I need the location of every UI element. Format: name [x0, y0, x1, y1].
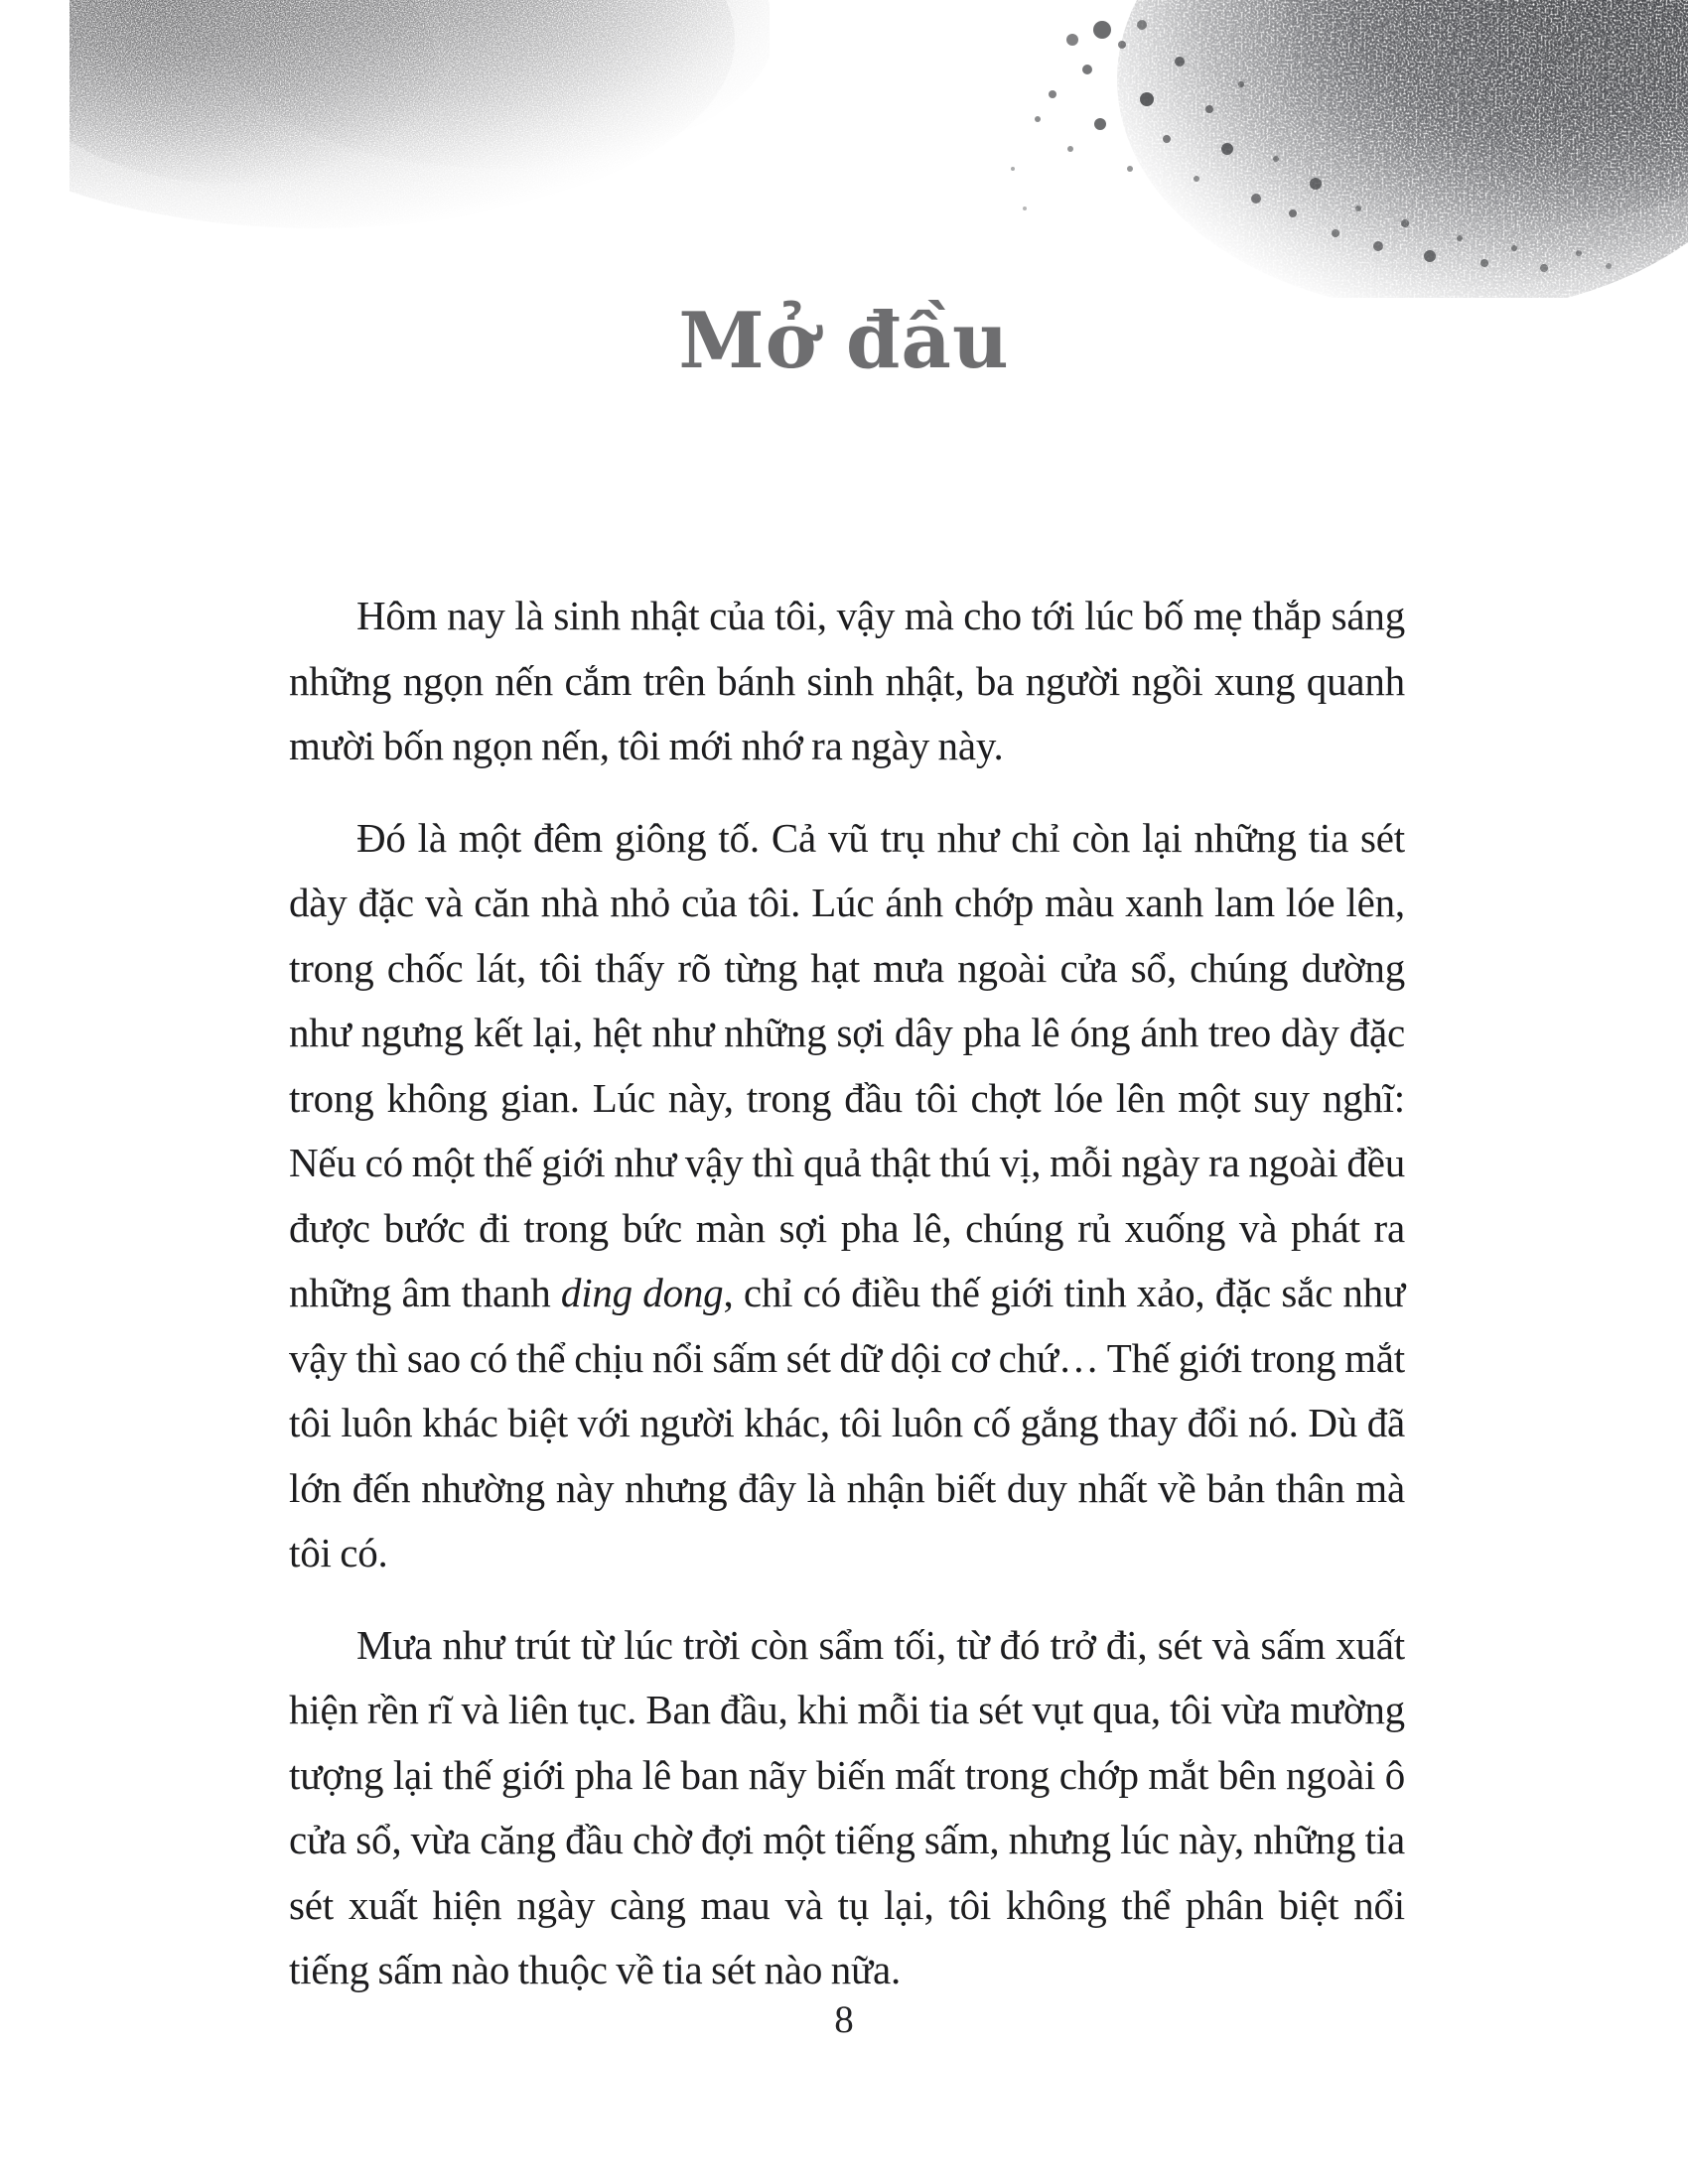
chapter-title: Mở đầu: [678, 296, 1010, 386]
paragraph: [289, 584, 1405, 779]
text-segment: , chỉ có điều thế giới tinh xảo, đặc sắc như vậy thì sao có thể chịu nổi sấm sét dữ dội cơ chứ… Thế giới trong mắt tôi luôn khác biệt với người khác, tôi luôn cố gắng thay đổi nó. Dù đã lớn đến nhường này nhưng đây là nhận biết duy nhất về bản thân mà tôi có.: [289, 1270, 1406, 1575]
ink-splatter-right: [983, 0, 1688, 298]
text-segment: Hôm nay là sinh nhật của tôi, vậy mà cho tới lúc bố mẹ thắp sáng những ngọn nến cắm trên bánh sinh nhật, ba người ngồi xung quanh mười bốn ngọn nến, tôi mới nhớ ra ngày này.: [289, 593, 1405, 768]
body-text: [289, 584, 1405, 2003]
paragraph: [289, 1613, 1405, 2003]
italic-text-segment: ding dong: [560, 1270, 724, 1315]
splatter-dots: [1011, 20, 1612, 272]
text-segment: Đó là một đêm giông tố. Cả vũ trụ như chỉ còn lại những tia sét dày đặc và căn nhà nhỏ của tôi. Lúc ánh chớp màu xanh lam lóe lên, trong chốc lát, tôi thấy rõ từng hạt mưa ngoài cửa sổ, chúng dường như ngưng kết lại, hệt như những sợi dây pha lê óng ánh treo dày đặc trong không gian. Lúc này, trong đầu tôi chợt lóe lên một suy nghĩ: Nếu có một thế giới như vậy thì quả thật thú vị, mỗi ngày ra ngoài đều được bước đi trong bức màn sợi pha lê, chúng rủ xuống và phát ra những âm thanh: [289, 814, 1405, 1315]
smoke-texture-left: [70, 0, 770, 238]
ink-cloud: [1117, 0, 1688, 298]
page-number: 8: [834, 1998, 854, 2041]
paragraph: [289, 806, 1405, 1586]
text-segment: Mưa như trút từ lúc trời còn sẩm tối, từ đó trở đi, sét và sấm xuất hiện rền rĩ và liên tục. Ban đầu, khi mỗi tia sét vụt qua, tôi vừa mường tượng lại thế giới pha lê ban nãy biến mất trong chớp mắt bên ngoài ô cửa sổ, vừa căng đầu chờ đợi một tiếng sấm, nhưng lúc này, những tia sét xuất hiện ngày càng mau và tụ lại, tôi không thể phân biệt nổi tiếng sấm nào thuộc về tia sét nào nữa.: [289, 1621, 1405, 1992]
